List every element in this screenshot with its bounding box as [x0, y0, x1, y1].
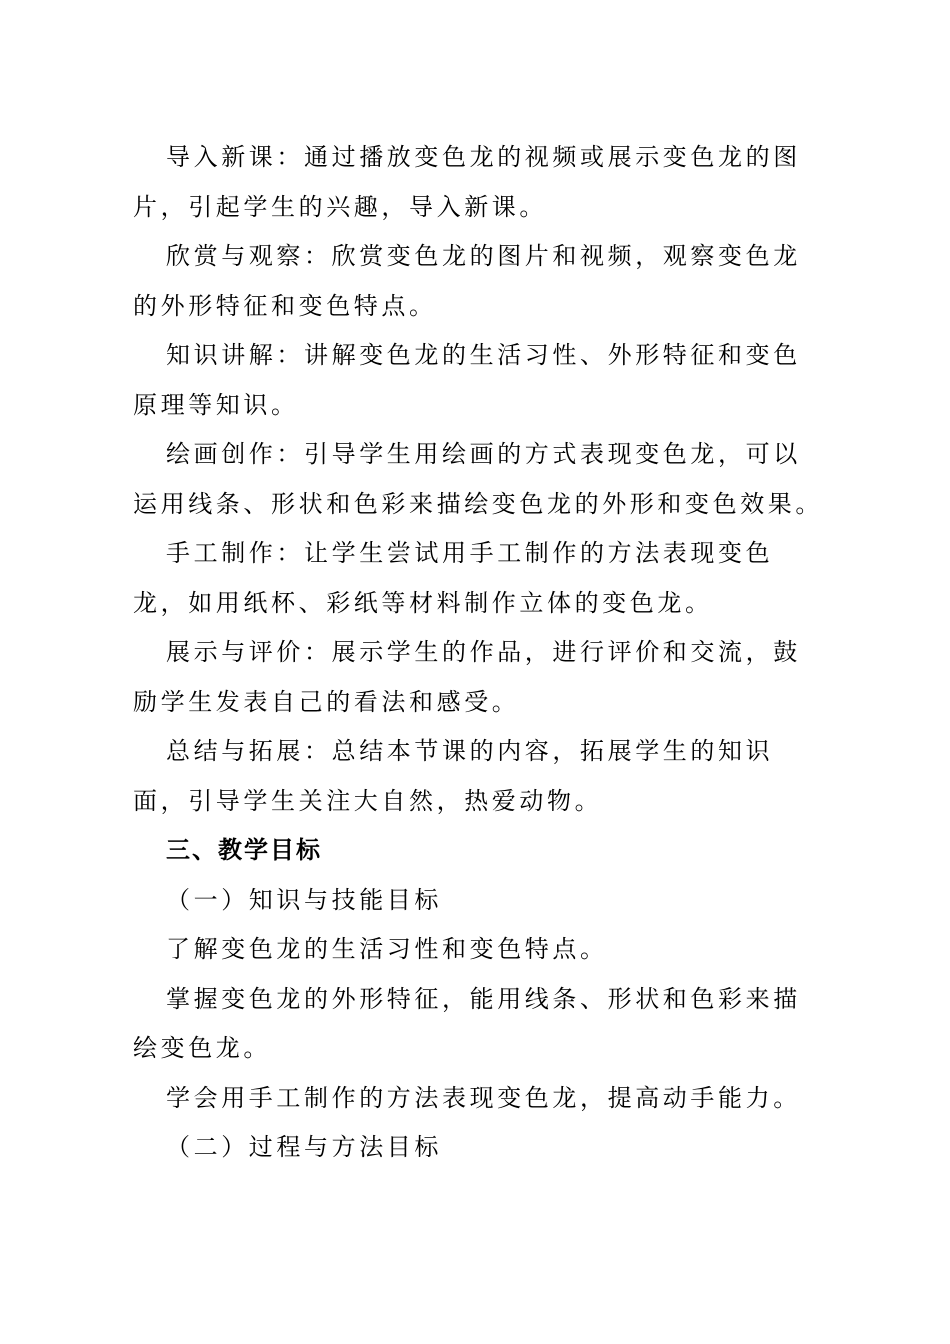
- document-body: [133, 133, 823, 1173]
- section-heading: 三、教学目标: [166, 836, 322, 864]
- paragraph-summary: 总结与拓展：总结本节课的内容，拓展学生的知识面，引导学生关注大自然，热爱动物。: [133, 737, 774, 815]
- paragraph-drawing: 绘画创作：引导学生用绘画的方式表现变色龙，可以运用线条、形状和色彩来描绘变色龙的外形和变色效果。: [133, 440, 823, 518]
- paragraph-handcraft: 手工制作：让学生尝试用手工制作的方法表现变色龙，如用纸杯、彩纸等材料制作立体的变色龙。: [133, 539, 774, 617]
- goal-paragraph-2: 掌握变色龙的外形特征，能用线条、形状和色彩来描绘变色龙。: [133, 984, 801, 1062]
- goal-paragraph-3: 学会用手工制作的方法表现变色龙，提高动手能力。: [166, 1083, 801, 1112]
- subsection-heading-1: （一）知识与技能目标: [166, 885, 442, 914]
- goal-paragraph-1: 了解变色龙的生活习性和变色特点。: [166, 935, 608, 963]
- paragraph-knowledge: 知识讲解：讲解变色龙的生活习性、外形特征和变色原理等知识。: [133, 341, 801, 419]
- paragraph-display: 展示与评价：展示学生的作品，进行评价和交流，鼓励学生发表自己的看法和感受。: [133, 638, 801, 716]
- paragraph-intro: 导入新课：通过播放变色龙的视频或展示变色龙的图片，引起学生的兴趣，导入新课。: [133, 143, 801, 221]
- paragraph-appreciate: 欣赏与观察：欣赏变色龙的图片和视频，观察变色龙的外形特征和变色特点。: [133, 242, 801, 320]
- subsection-heading-2: （二）过程与方法目标: [166, 1133, 442, 1161]
